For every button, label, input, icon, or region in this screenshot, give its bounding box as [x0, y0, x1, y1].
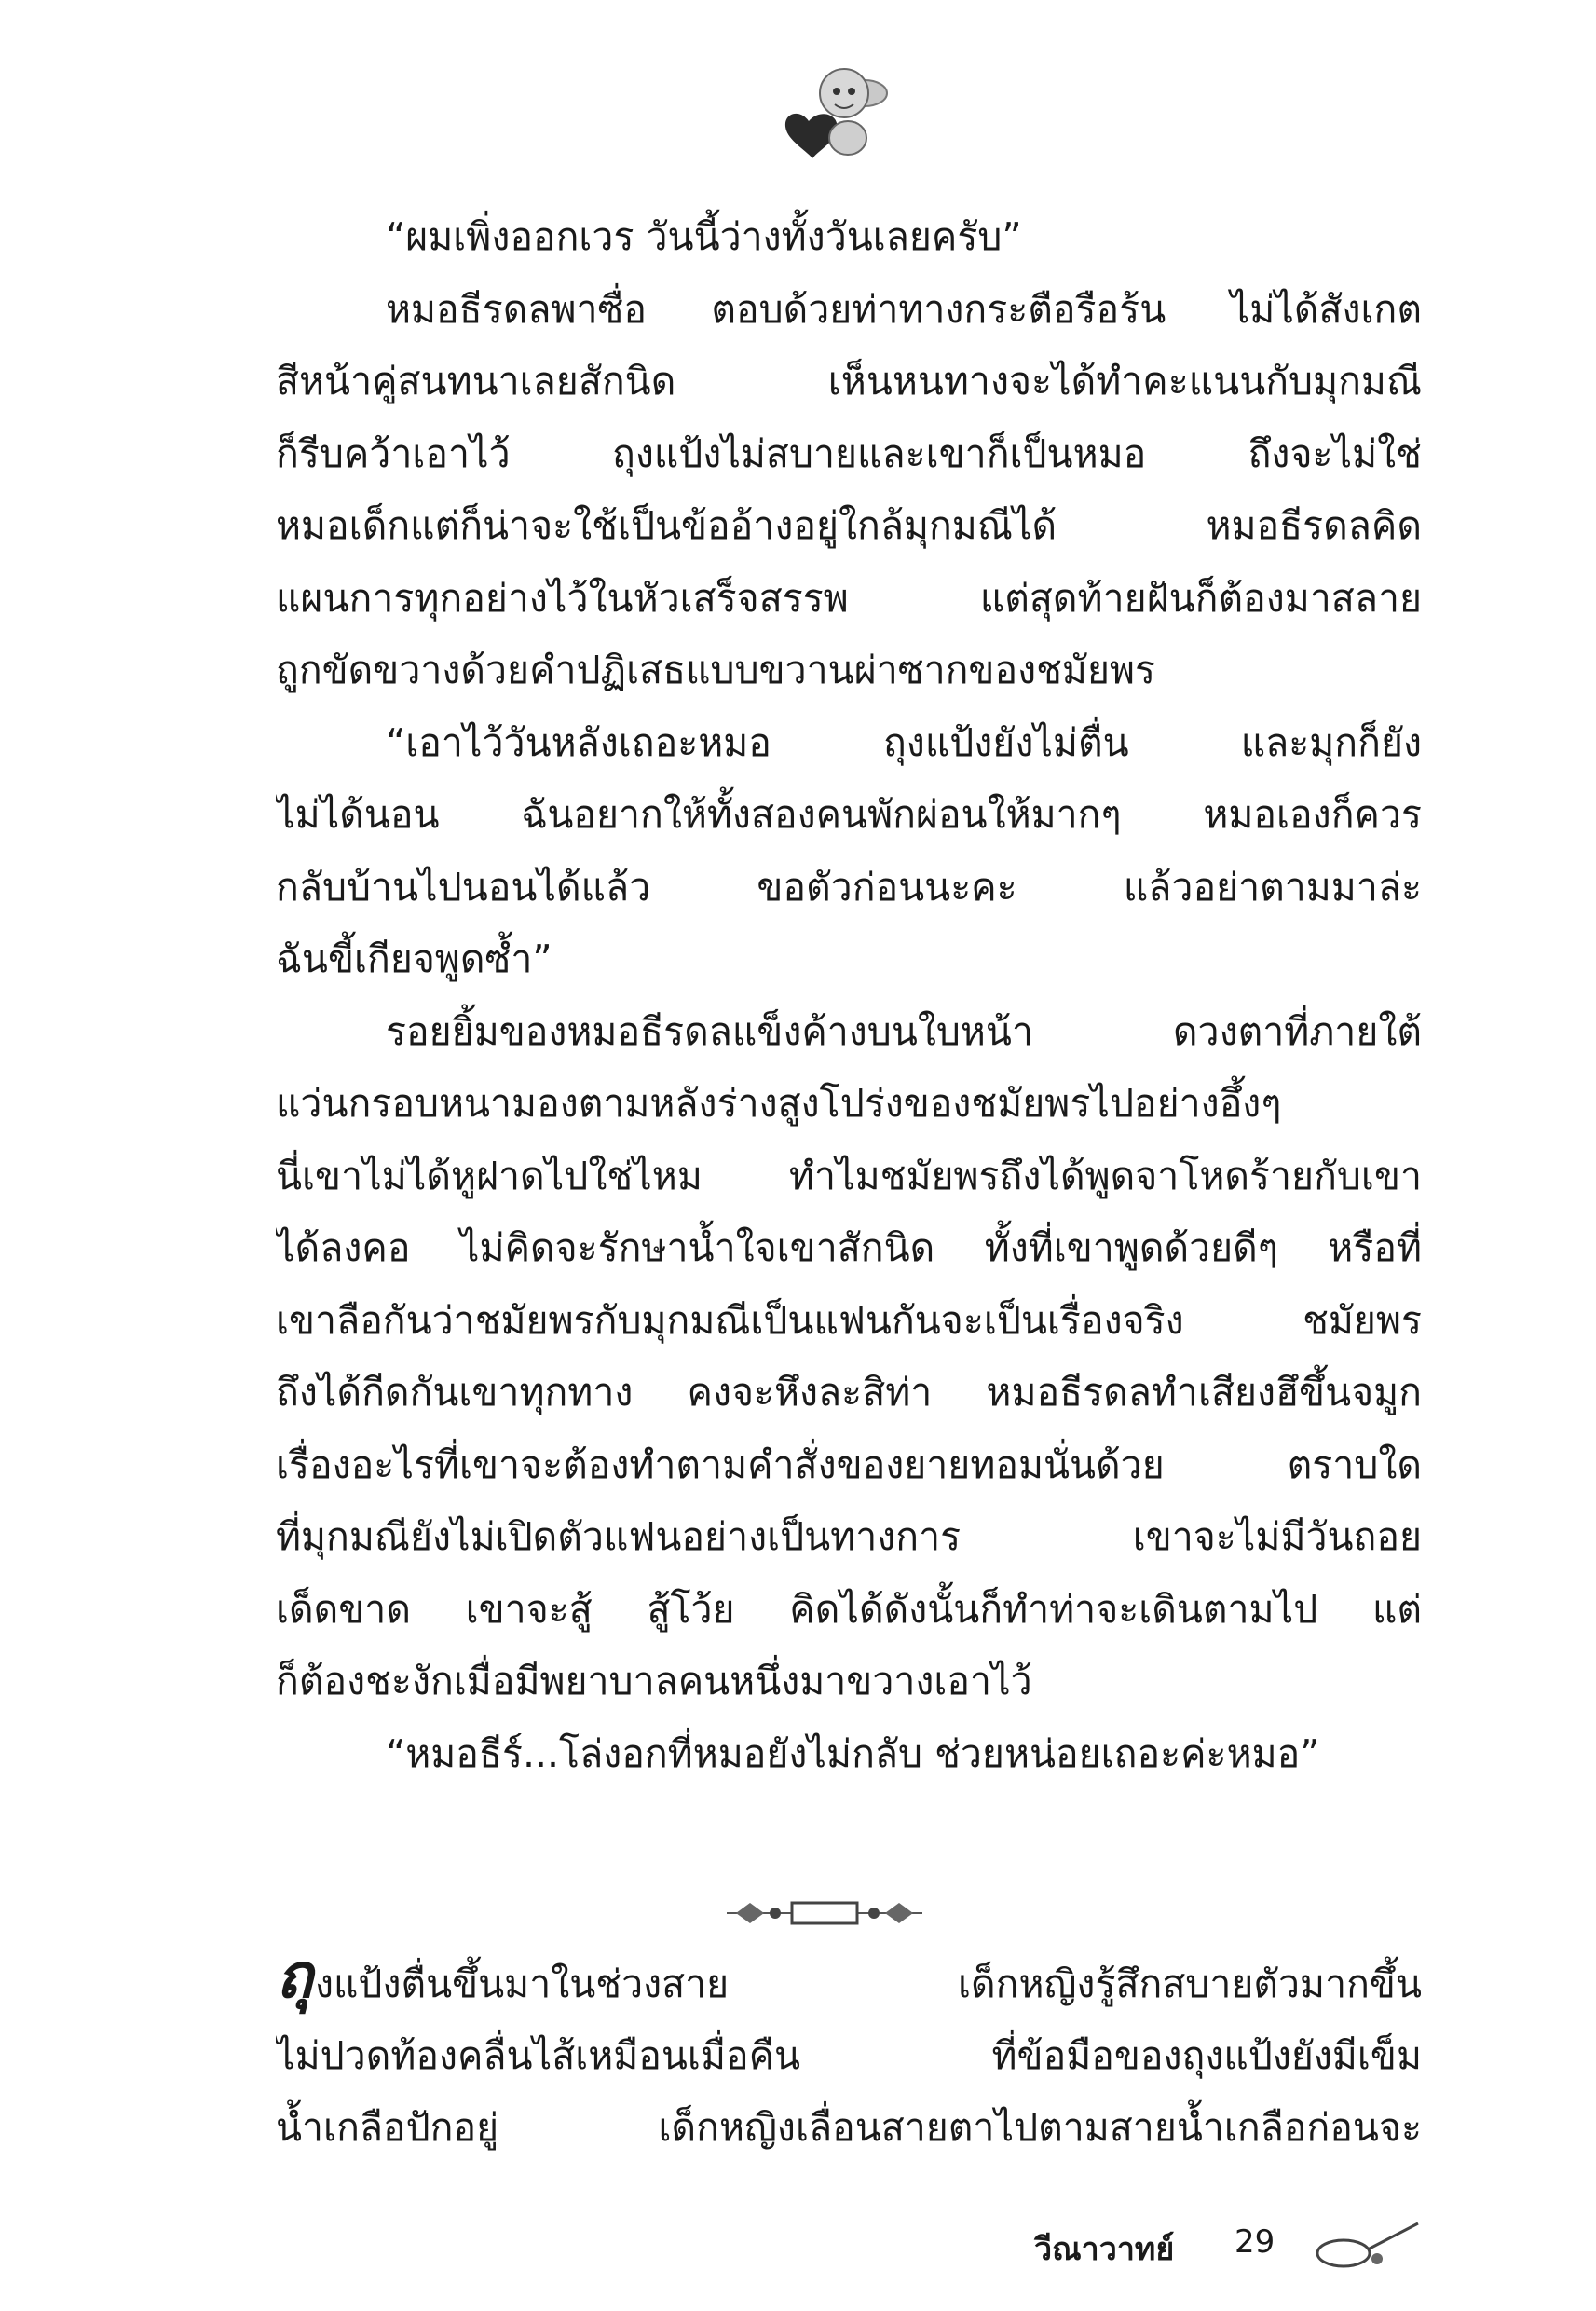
- drop-cap: ถุ: [276, 1948, 313, 2012]
- text-line: สีหน้าคู่สนทนาเลยสักนิด เห็นหนทางจะได้ทำคะแนนกับมุกมณี: [276, 359, 1422, 403]
- page-footer: [1034, 2218, 1425, 2274]
- text-line: ฉันขี้เกียจพูดซ้ำ”: [276, 937, 552, 981]
- text-line: เขาลือกันว่าชมัยพรกับมุกมณีเป็นแฟนกันจะเป็นเรื่องจริง ชมัยพร: [276, 1297, 1422, 1343]
- text-line: กลับบ้านไปนอนได้แล้ว ขอตัวก่อนนะคะ แล้วอย่าตามมาล่ะ: [276, 864, 1422, 909]
- first-line-text: งแป้งตื่นขึ้นมาในช่วงสาย เด็กหญิงรู้สึกสบายตัวมากขึ้น: [314, 1962, 1422, 2006]
- text-line: แว่นกรอบหนามองตามหลังร่างสูงโปร่งของชมัยพรไปอย่างอึ้งๆ: [276, 1081, 1282, 1126]
- text-line: ได้ลงคอ ไม่คิดจะรักษาน้ำใจเขาสักนิด ทั้งที่เขาพูดด้วยดีๆ หรือที่: [276, 1225, 1422, 1270]
- page-number: 29: [1235, 2223, 1275, 2261]
- text-line: น้ำเกลือปักอยู่ เด็กหญิงเลื่อนสายตาไปตามสายน้ำเกลือก่อนจะ: [276, 2105, 1422, 2150]
- text-line: ก็รีบคว้าเอาไว้ ถุงแป้งไม่สบายและเขาก็เป็นหมอ ถึงจะไม่ใช่: [276, 431, 1422, 476]
- text-line: ที่มุกมณียังไม่เปิดตัวแฟนอย่างเป็นทางการ เขาจะไม่มีวันถอย: [276, 1514, 1422, 1559]
- text-line: รอยยิ้มของหมอธีรดลแข็งค้างบนใบหน้า ดวงตาที่ภายใต้: [386, 1008, 1422, 1054]
- text-line: เรื่องอะไรที่เขาจะต้องทำตามคำสั่งของยายทอมนั่นด้วย ตราบใด: [276, 1442, 1422, 1487]
- text-line: “ผมเพิ่งออกเวร วันนี้ว่างทั้งวันเลยครับ”: [386, 214, 1022, 259]
- text-line: ถูกขัดขวางด้วยคำปฏิเสธแบบขวานผ่าซากของชมัยพร: [276, 648, 1156, 692]
- text-line: [276, 1948, 1422, 2020]
- text-line: ไม่ปวดท้องคลื่นไส้เหมือนเมื่อคืน ที่ข้อมือของถุงแป้งยังมีเข็ม: [276, 2032, 1422, 2078]
- text-line: นี่เขาไม่ได้หูฝาดไปใช่ไหม ทำไมชมัยพรถึงได้พูดจาโหดร้ายกับเขา: [276, 1153, 1422, 1198]
- badminton-racket-icon: [1314, 2218, 1425, 2274]
- text-line: หมอธีรดลพาซื่อ ตอบด้วยท่าทางกระตือรือร้น ไม่ได้สังเกต: [386, 286, 1422, 332]
- ornament-divider-icon: [717, 1890, 932, 1936]
- text-line: “เอาไว้วันหลังเถอะหมอ ถุงแป้งยังไม่ตื่น และมุกก็ยัง: [386, 719, 1422, 765]
- story-text: [276, 201, 1422, 1790]
- text-line: แผนการทุกอย่างไว้ในหัวเสร็จสรรพ แต่สุดท้ายฝันก็ต้องมาสลาย: [276, 575, 1422, 621]
- new-section: [276, 1948, 1422, 2165]
- text-line: ถึงได้กีดกันเขาทุกทาง คงจะหึงละสิท่า หมอธีรดลทำเสียงฮึขึ้นจมูก: [276, 1370, 1422, 1415]
- text-line: ก็ต้องชะงักเมื่อมีพยาบาลคนหนึ่งมาขวางเอาไว้: [276, 1659, 1032, 1703]
- text-line: เด็ดขาด เขาจะสู้ สู้โว้ย คิดได้ดังนั้นก็ทำท่าจะเดินตามไป แต่: [276, 1586, 1422, 1632]
- text-line: หมอเด็กแต่ก็น่าจะใช้เป็นข้ออ้างอยู่ใกล้มุกมณีได้ หมอธีรดลคิด: [276, 503, 1422, 548]
- book-title: วีณาวาทย์: [1034, 2231, 1175, 2268]
- text-line: “หมอธีร์...โล่งอกที่หมอยังไม่กลับ ช่วยหน่อยเถอะค่ะหมอ”: [386, 1730, 1320, 1776]
- text-line: ไม่ได้นอน ฉันอยากให้ทั้งสองคนพักผ่อนให้มากๆ หมอเองก็ควร: [276, 792, 1422, 837]
- cupid-heart-icon: [781, 56, 894, 166]
